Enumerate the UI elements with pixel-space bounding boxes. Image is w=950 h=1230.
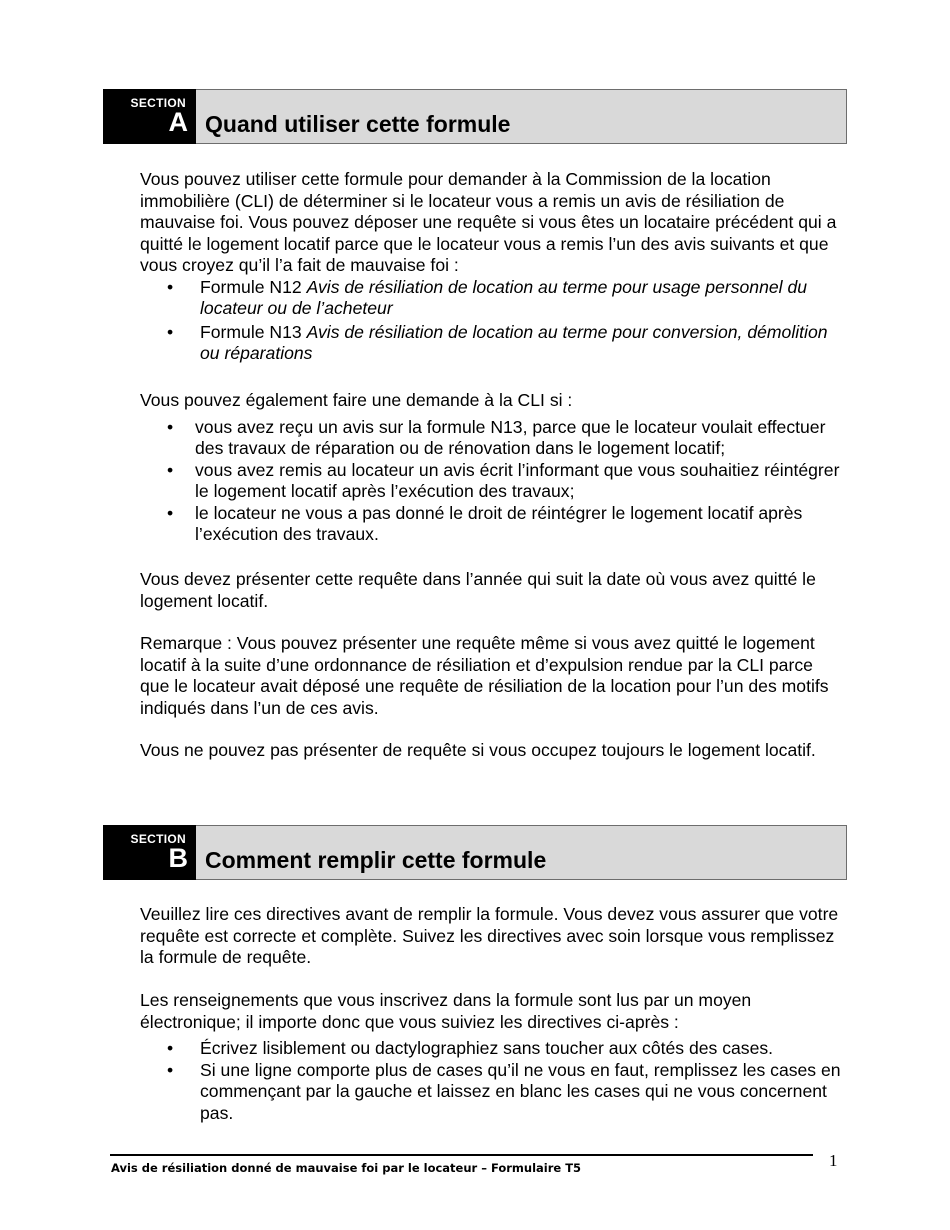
list-item: • vous avez remis au locateur un avis écrit l’informant que vous souhaitiez réintégrer le logement locatif après l’exécution des travaux;: [167, 459, 840, 501]
page-number: 1: [829, 1151, 838, 1170]
list-item: • le locateur ne vous a pas donné le droit de réintégrer le logement locatif après l’exécution des travaux.: [167, 502, 803, 544]
footer-form-title: Avis de résiliation donné de mauvaise foi par le locateur – Formulaire T5: [111, 1161, 582, 1175]
section-a-label: SECTION: [130, 96, 186, 110]
notice-list: [140, 277, 845, 365]
bullet-icon: •: [167, 321, 174, 342]
notice-title: Avis de résiliation de location au terme pour usage personnel du locateur ou de l’acheteur: [200, 276, 808, 318]
section-a-also-intro: Vous pouvez également faire une demande à la CLI si :: [140, 390, 573, 410]
bullet-icon: •: [167, 459, 174, 480]
section-b-title: Comment remplir cette formule: [205, 847, 547, 873]
section-b-header: [103, 825, 847, 880]
section-a-deadline: Vous devez présenter cette requête dans l’année qui suit la date où vous avez quitté le logement locatif.: [140, 569, 816, 611]
bullet-icon: •: [167, 276, 174, 297]
list-item: [140, 277, 845, 320]
section-a-tab: [103, 89, 196, 144]
section-a-restriction: Vous ne pouvez pas présenter de requête si vous occupez toujours le logement locatif.: [140, 740, 816, 760]
footer-rule: [110, 1154, 813, 1156]
bullet-icon: •: [167, 502, 174, 523]
section-a-intro: Vous pouvez utiliser cette formule pour demander à la Commission de la location immobilière (CLI) de déterminer si le locateur vous a remis un avis de résiliation de mauvaise foi. Vous pouvez déposer une requête si vous êtes un locataire précédent qui a quitté le logement locatif parce que le locateur vous a remis l’un des avis suivants et que vous croyez qu’il l’a fait de mauvaise foi :: [140, 169, 837, 275]
list-item: • Écrivez lisiblement ou dactylographiez sans toucher aux côtés des cases.: [167, 1038, 774, 1058]
notice-prefix: Formule N12: [200, 276, 307, 297]
list-item: • vous avez reçu un avis sur la formule N13, parce que le locateur voulait effectuer des travaux de réparation ou de rénovation dans le logement locatif;: [167, 416, 826, 458]
section-b-tab: [103, 825, 196, 880]
section-b-intro: Veuillez lire ces directives avant de remplir la formule. Vous devez vous assurer que votre requête est correcte et complète. Suivez les directives avec soin lorsque vous remplissez la formule de requête.: [140, 904, 839, 967]
section-b-electronic-block: [140, 990, 845, 1124]
section-a-remark: Remarque : Vous pouvez présenter une requête même si vous avez quitté le logement locatif à la suite d’une ordonnance de résiliation et d’expulsion rendue par la CLI parce que le locateur avait déposé une requête de résiliation de la location pour l’un des motifs indiqués dans l’un de ces avis.: [140, 633, 829, 718]
notice-prefix: Formule N13: [200, 321, 307, 342]
bullet-icon: •: [167, 416, 174, 437]
notice-title: Avis de résiliation de location au terme pour conversion, démolition ou réparations: [200, 321, 828, 363]
section-a-intro-block: [140, 169, 845, 365]
bullet-icon: •: [167, 1038, 174, 1058]
section-a-letter: A: [168, 107, 188, 137]
section-b-letter: B: [168, 843, 188, 873]
section-a-also-block: [140, 390, 845, 546]
section-b-label: SECTION: [130, 832, 186, 846]
section-a-title: Quand utiliser cette formule: [205, 111, 511, 137]
section-a-header: [103, 89, 847, 144]
list-item: • Si une ligne comporte plus de cases qu’il ne vous en faut, remplissez les cases en commençant par la gauche et laissez en blanc les cases qui ne vous concernent pas.: [167, 1059, 841, 1123]
rule-list: [140, 1038, 845, 1124]
section-b-electronic: Les renseignements que vous inscrivez dans la formule sont lus par un moyen électronique; il importe donc que vous suiviez les directives ci-après :: [140, 990, 752, 1032]
list-item: [140, 322, 845, 365]
condition-list: [140, 417, 845, 546]
bullet-icon: •: [167, 1059, 174, 1080]
